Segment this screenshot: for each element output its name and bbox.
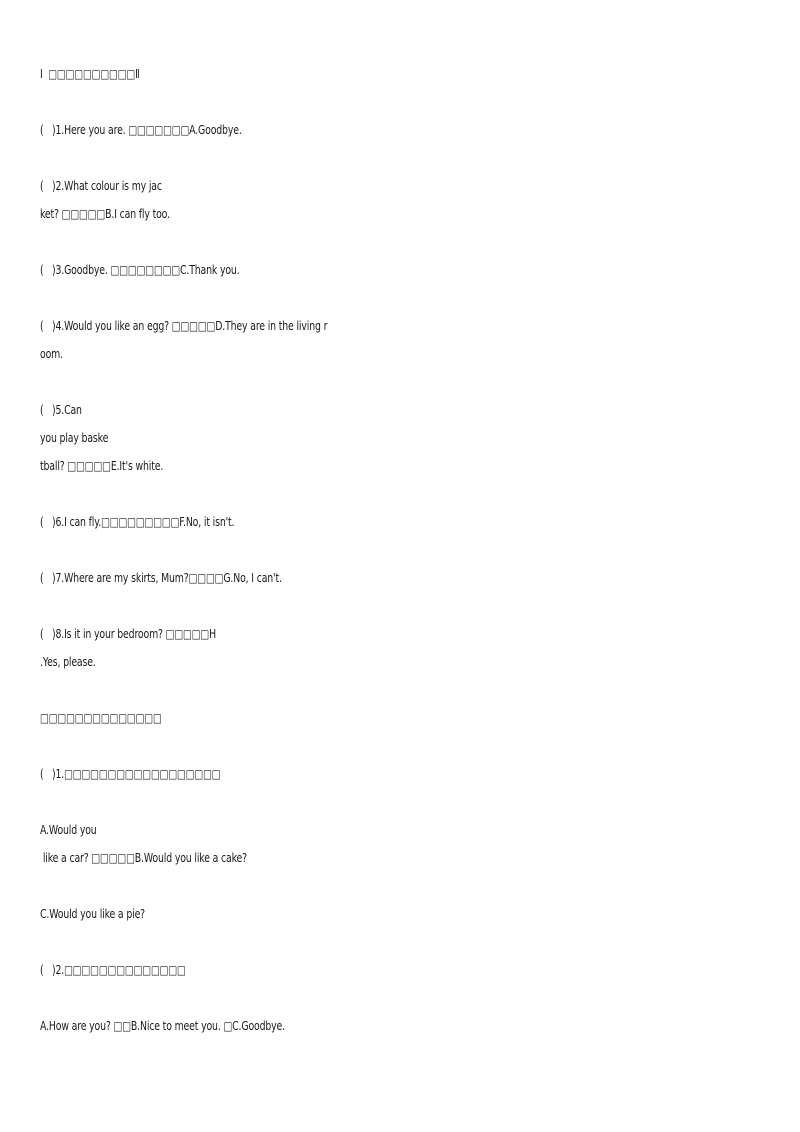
question-7: ( )7.Where are my skirts, Mum?□□□□G.No, I can't. <box>40 571 282 585</box>
choice-2-options: A.How are you? □□B.Nice to meet you. □C.Goodbye. <box>40 1019 285 1033</box>
question-8-line-2: .Yes, please. <box>40 655 96 669</box>
section-2-heading: □□□□□□□□□□□□□□ <box>40 711 162 725</box>
question-5-line-1: ( )5.Can <box>40 403 82 417</box>
question-8-line-1: ( )8.Is it in your bedroom? □□□□□H <box>40 627 216 641</box>
question-4-line-2: oom. <box>40 347 63 361</box>
question-5-line-3: tball? □□□□□E.It's white. <box>40 459 164 473</box>
choice-1-option-a-b: like a car? □□□□□B.Would you like a cake? <box>40 851 247 865</box>
question-6: ( )6.I can fly.□□□□□□□□□F.No, it isn't. <box>40 515 235 529</box>
question-3: ( )3.Goodbye. □□□□□□□□C.Thank you. <box>40 263 240 277</box>
choice-1-option-a-line-1: A.Would you <box>40 823 97 837</box>
question-5-line-2: you play baske <box>40 431 109 445</box>
choice-1-option-c: C.Would you like a pie? <box>40 907 145 921</box>
question-2-line-1: ( )2.What colour is my jac <box>40 179 162 193</box>
question-4-line-1: ( )4.Would you like an egg? □□□□□D.They are in the living r <box>40 319 328 333</box>
question-2-line-2: ket? □□□□□B.I can fly too. <box>40 207 170 221</box>
choice-question-2: ( )2.□□□□□□□□□□□□□□ <box>40 963 186 977</box>
question-1: ( )1.Here you are. □□□□□□□A.Goodbye. <box>40 123 242 137</box>
section-1-heading: Ⅰ □□□□□□□□□□Ⅱ <box>40 67 140 81</box>
choice-question-1: ( )1.□□□□□□□□□□□□□□□□□□ <box>40 767 221 781</box>
